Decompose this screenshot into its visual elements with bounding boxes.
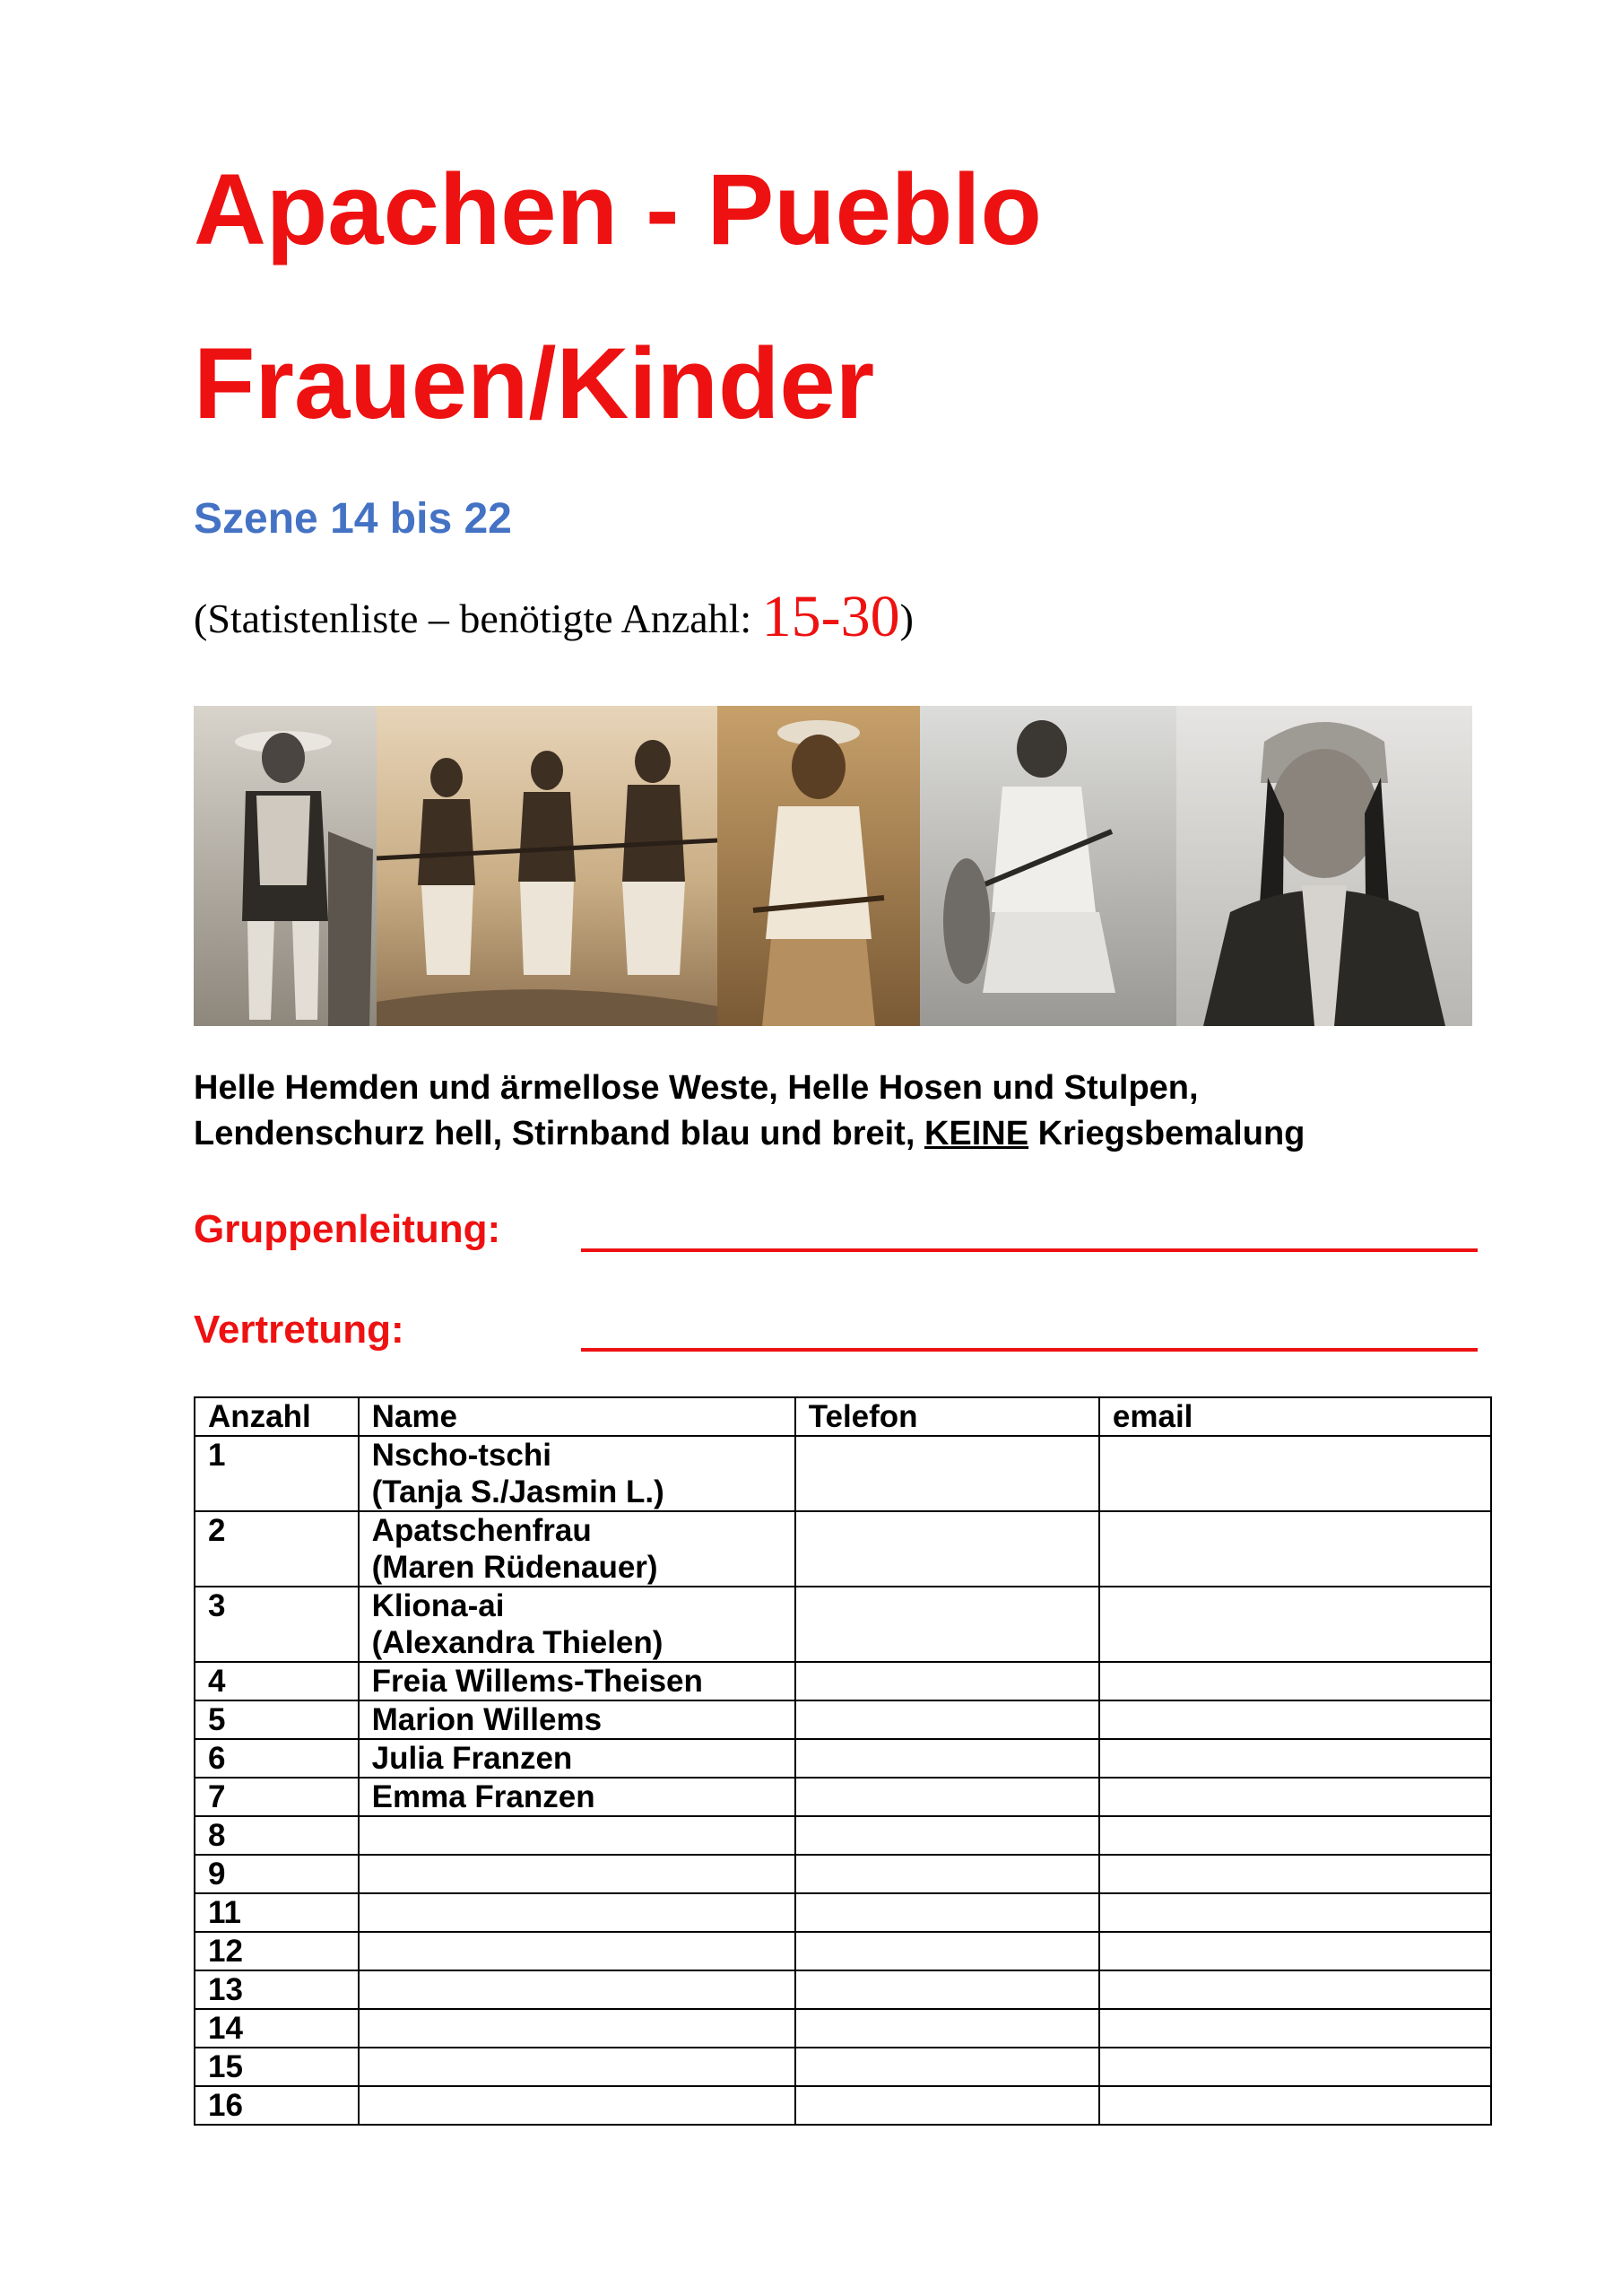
row-phone: [795, 1587, 1099, 1662]
costume-line-2-end: Kriegsbemalung: [1028, 1115, 1305, 1152]
group-leader-label: Gruppenleitung:: [194, 1207, 501, 1251]
row-name: [359, 2048, 795, 2086]
header-email: email: [1099, 1397, 1491, 1436]
row-number: 14: [195, 2009, 359, 2048]
table-row: [195, 1855, 1491, 1893]
row-number: 3: [195, 1587, 359, 1662]
row-name: [359, 1893, 795, 1932]
costume-emphasis: KEINE: [924, 1115, 1029, 1152]
deputy-label: Vertretung:: [194, 1308, 404, 1352]
row-name: [359, 1816, 795, 1855]
row-email: [1099, 1436, 1491, 1511]
name-role: Nscho-tschi: [371, 1438, 551, 1473]
row-number: 11: [195, 1893, 359, 1932]
row-email: [1099, 2009, 1491, 2048]
row-phone: [795, 1511, 1099, 1587]
row-number: 12: [195, 1932, 359, 1970]
row-number: 4: [195, 1662, 359, 1700]
costume-line-1: Helle Hemden und ärmellose Weste, Helle Hosen und Stulpen,: [194, 1069, 1199, 1107]
row-email: [1099, 1511, 1491, 1587]
row-number: 1: [195, 1436, 359, 1511]
row-number: 2: [195, 1511, 359, 1587]
required-count-suffix: ): [899, 596, 914, 641]
table-row: [195, 1662, 1491, 1700]
row-name: Julia Franzen: [359, 1739, 795, 1778]
required-count-note: [194, 581, 914, 652]
portrait-photo: [1176, 706, 1472, 1026]
table-row: [195, 1970, 1491, 2009]
table-row: [195, 1893, 1491, 1932]
costume-line-2-start: Lendenschurz hell, Stirnband blau und breit,: [194, 1115, 924, 1152]
table-row: [195, 1932, 1491, 1970]
portrait-photo: [194, 706, 377, 1026]
name-performer: (Maren Rüdenauer): [371, 1550, 658, 1585]
table-row: [195, 1778, 1491, 1816]
row-phone: [795, 2009, 1099, 2048]
row-email: [1099, 1739, 1491, 1778]
row-email: [1099, 1932, 1491, 1970]
row-number: 9: [195, 1855, 359, 1893]
name-performer: (Alexandra Thielen): [371, 1625, 664, 1660]
portrait-photo: [717, 706, 920, 1026]
extras-roster-table: [194, 1396, 1492, 2126]
row-phone: [795, 2086, 1099, 2125]
row-phone: [795, 1893, 1099, 1932]
table-row: [195, 2048, 1491, 2086]
row-email: [1099, 1662, 1491, 1700]
name-role: Kliona-ai: [371, 1588, 505, 1623]
row-phone: [795, 1739, 1099, 1778]
table-row: [195, 2086, 1491, 2125]
costume-description: [194, 1065, 1305, 1157]
table-row: [195, 1739, 1491, 1778]
row-name: [359, 1970, 795, 2009]
row-number: 7: [195, 1778, 359, 1816]
required-count-prefix: (Statistenliste – benötigte Anzahl:: [194, 596, 762, 641]
portrait-photo: [920, 706, 1176, 1026]
name-role: Apatschenfrau: [371, 1513, 592, 1548]
row-name: Freia Willems-Theisen: [359, 1662, 795, 1700]
table-row: [195, 1587, 1491, 1662]
table-row: [195, 1436, 1491, 1511]
row-email: [1099, 1970, 1491, 2009]
row-name: [359, 1855, 795, 1893]
deputy-fill-line[interactable]: [581, 1348, 1478, 1352]
row-number: 5: [195, 1700, 359, 1739]
row-number: 13: [195, 1970, 359, 2009]
row-phone: [795, 1855, 1099, 1893]
row-number: 15: [195, 2048, 359, 2086]
row-phone: [795, 2048, 1099, 2086]
row-email: [1099, 1816, 1491, 1855]
row-name: [359, 2086, 795, 2125]
table-row: [195, 2009, 1491, 2048]
row-name: [359, 1932, 795, 1970]
header-phone: Telefon: [795, 1397, 1099, 1436]
row-email: [1099, 1700, 1491, 1739]
row-email: [1099, 1893, 1491, 1932]
row-name: [359, 2009, 795, 2048]
row-phone: [795, 1662, 1099, 1700]
row-email: [1099, 2086, 1491, 2125]
row-name: Marion Willems: [359, 1700, 795, 1739]
photo-strip: [194, 706, 1472, 1026]
row-phone: [795, 1436, 1099, 1511]
row-email: [1099, 1587, 1491, 1662]
required-count-number: 15-30: [761, 584, 900, 649]
table-row: [195, 1816, 1491, 1855]
row-phone: [795, 1816, 1099, 1855]
group-photo: [377, 706, 717, 1026]
table-row: [195, 1511, 1491, 1587]
row-email: [1099, 1778, 1491, 1816]
row-name: [359, 1436, 795, 1511]
row-phone: [795, 1932, 1099, 1970]
row-number: 6: [195, 1739, 359, 1778]
title-line-2: Frauen/Kinder: [194, 327, 875, 439]
name-performer: (Tanja S./Jasmin L.): [371, 1474, 664, 1509]
header-name: Name: [359, 1397, 795, 1436]
title-line-1: Apachen - Pueblo: [194, 153, 1042, 265]
row-number: 8: [195, 1816, 359, 1855]
row-number: 16: [195, 2086, 359, 2125]
row-name: [359, 1511, 795, 1587]
table-header-row: [195, 1397, 1491, 1436]
row-email: [1099, 2048, 1491, 2086]
row-phone: [795, 1970, 1099, 2009]
table-row: [195, 1700, 1491, 1739]
scene-range: Szene 14 bis 22: [194, 495, 512, 543]
row-name: [359, 1587, 795, 1662]
header-count: Anzahl: [195, 1397, 359, 1436]
row-phone: [795, 1778, 1099, 1816]
row-phone: [795, 1700, 1099, 1739]
row-name: Emma Franzen: [359, 1778, 795, 1816]
group-leader-fill-line[interactable]: [581, 1248, 1478, 1252]
row-email: [1099, 1855, 1491, 1893]
